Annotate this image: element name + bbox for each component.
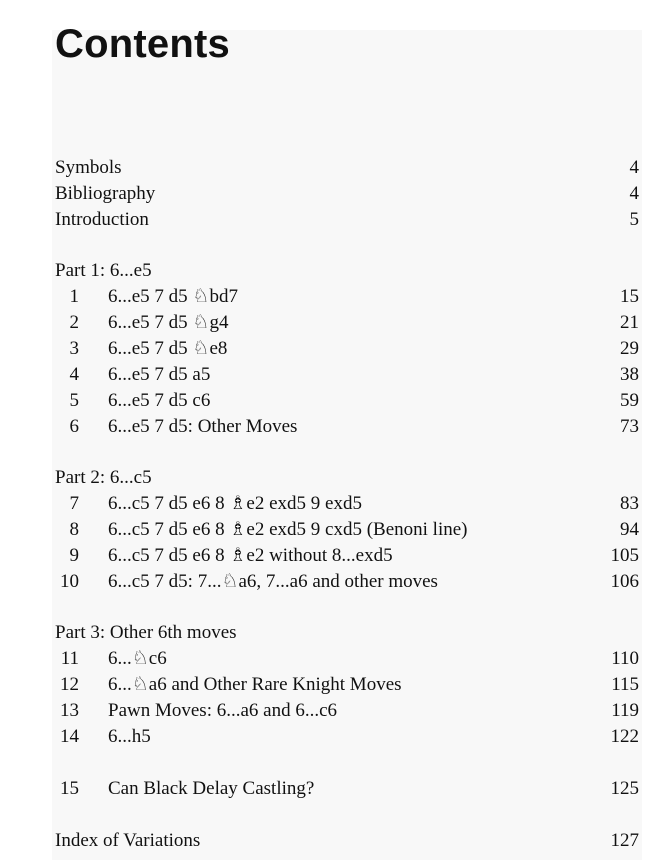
chapter-number: 11 [60, 648, 79, 669]
entry-label: 6...e5 7 d5 ♘e8 [108, 338, 228, 359]
entry-page: 105 [610, 545, 639, 566]
chapter-number: 15 [60, 778, 79, 799]
toc-entry-bibliography[interactable] [55, 181, 639, 207]
toc-entry-chapter-3[interactable] [55, 336, 639, 362]
entry-page: 94 [620, 519, 639, 540]
entry-label: Introduction [55, 209, 149, 230]
entry-label: 6...e5 7 d5: Other Moves [108, 416, 298, 437]
chapter-number: 10 [60, 571, 79, 592]
entry-label: 6...c5 7 d5 e6 8 ♗e2 exd5 9 cxd5 (Benoni line) [108, 519, 468, 540]
entry-page: 83 [620, 493, 639, 514]
entry-label: Can Black Delay Castling? [108, 778, 315, 799]
entry-page: 119 [611, 700, 639, 721]
toc-entry-chapter-6[interactable] [55, 414, 639, 440]
entry-label: 6...c5 7 d5 e6 8 ♗e2 without 8...exd5 [108, 545, 393, 566]
entry-page: 5 [629, 209, 639, 230]
toc-entry-chapter-8[interactable] [55, 517, 639, 543]
entry-page: 15 [620, 286, 639, 307]
chapter-number: 4 [69, 364, 79, 385]
entry-label: 6...♘a6 and Other Rare Knight Moves [108, 674, 402, 695]
entry-label: 6...e5 7 d5 ♘g4 [108, 312, 229, 333]
toc-entry-symbols[interactable] [55, 155, 639, 181]
entry-page: 4 [629, 183, 639, 204]
entry-page: 21 [620, 312, 639, 333]
toc-entry-chapter-12[interactable] [55, 672, 639, 698]
toc-entry-chapter-14[interactable] [55, 724, 639, 750]
toc-entry-chapter-5[interactable] [55, 388, 639, 414]
toc-entry-chapter-2[interactable] [55, 310, 639, 336]
entry-label: 6...e5 7 d5 c6 [108, 390, 211, 411]
entry-label: 6...e5 7 d5 ♘bd7 [108, 286, 238, 307]
toc-entry-chapter-1[interactable] [55, 284, 639, 310]
entry-label: 6...c5 7 d5: 7...♘a6, 7...a6 and other moves [108, 571, 438, 592]
entry-page: 122 [610, 726, 639, 747]
chapter-number: 1 [69, 286, 79, 307]
chapter-number: 13 [60, 700, 79, 721]
page-title: Contents [55, 22, 230, 66]
chapter-number: 7 [69, 493, 79, 514]
entry-page: 73 [620, 416, 639, 437]
entry-page: 115 [611, 674, 639, 695]
chapter-number: 8 [69, 519, 79, 540]
entry-page: 127 [610, 830, 639, 851]
entry-page: 59 [620, 390, 639, 411]
chapter-number: 3 [69, 338, 79, 359]
entry-label: 6...e5 7 d5 a5 [108, 364, 211, 385]
part-heading-1: Part 1: 6...e5 [55, 260, 152, 281]
toc-entry-chapter-7[interactable] [55, 491, 639, 517]
toc-entry-chapter-11[interactable] [55, 646, 639, 672]
entry-label: 6...h5 [108, 726, 151, 747]
chapter-number: 2 [69, 312, 79, 333]
entry-label: 6...c5 7 d5 e6 8 ♗e2 exd5 9 exd5 [108, 493, 362, 514]
toc-entry-chapter-10[interactable] [55, 569, 639, 595]
part-heading-2: Part 2: 6...c5 [55, 467, 152, 488]
chapter-number: 12 [60, 674, 79, 695]
entry-page: 110 [611, 648, 639, 669]
entry-label: 6...♘c6 [108, 648, 167, 669]
toc-entry-chapter-13[interactable] [55, 698, 639, 724]
entry-page: 106 [610, 571, 639, 592]
entry-page: 125 [610, 778, 639, 799]
entry-page: 4 [629, 157, 639, 178]
entry-label: Index of Variations [55, 830, 201, 851]
entry-label: Bibliography [55, 183, 156, 204]
chapter-number: 9 [69, 545, 79, 566]
part-heading-3: Part 3: Other 6th moves [55, 622, 237, 643]
entry-page: 29 [620, 338, 639, 359]
toc-entry-index-of-variations[interactable] [55, 828, 639, 854]
toc-entry-chapter-4[interactable] [55, 362, 639, 388]
chapter-number: 5 [69, 390, 79, 411]
chapter-number: 14 [60, 726, 79, 747]
chapter-number: 6 [69, 416, 79, 437]
entry-page: 38 [620, 364, 639, 385]
entry-label: Pawn Moves: 6...a6 and 6...c6 [108, 700, 338, 721]
toc-entry-chapter-15[interactable] [55, 776, 639, 802]
entry-label: Symbols [55, 157, 122, 178]
toc-entry-introduction[interactable] [55, 207, 639, 233]
toc-entry-chapter-9[interactable] [55, 543, 639, 569]
